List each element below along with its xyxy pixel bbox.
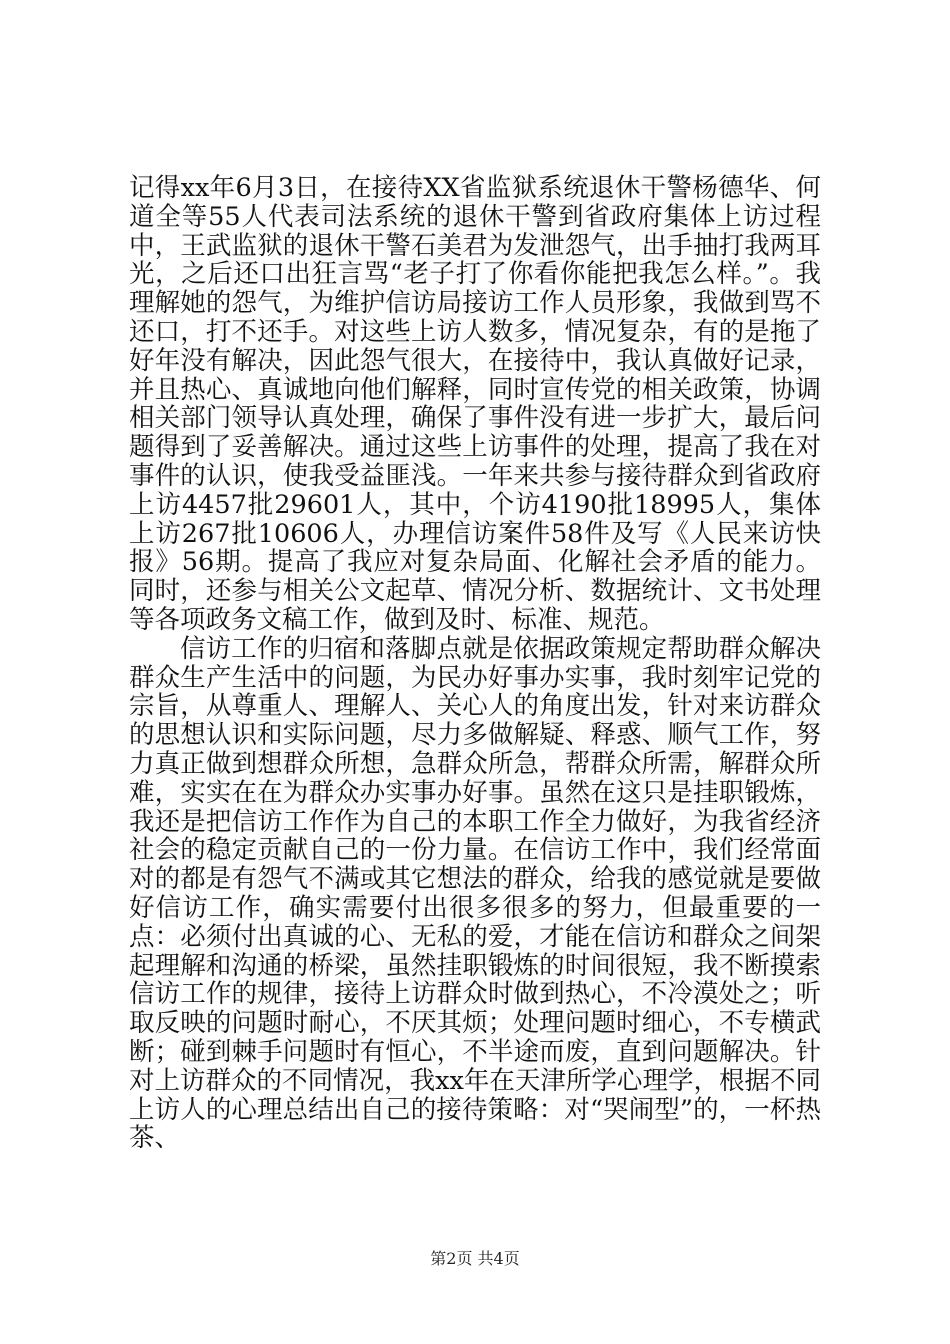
paragraph-1: 记得xx年6月3日，在接待XX省监狱系统退休干警杨德华、何道全等55人代表司法系统的退休干警到省政府集体上访过程中，王武监狱的退休干警石美君为发泄怨气，出手抽打我两耳光，之后还口出狂言骂“老子打了你看你能把我怎么样。”。我理解她的怨气，为维护信访局接访工作人员形象，我做到骂不还口，打不还手。对这些上访人数多，情况复杂，有的是拖了好年没有解决，因此怨气很大，在接待中，我认真做好记录，并且热心、真诚地向他们解释，同时宣传党的相关政策，协调相关部门领导认真处理，确保了事件没有进一步扩大，最后问题得到了妥善解决。通过这些上访事件的处理，提高了我在对事件的认识，使我受益匪浅。一年来共参与接待群众到省政府上访4457批29601人，其中，个访4190批18995人，集体上访267批10606人，办理信访案件58件及写《人民来访快报》56期。提高了我应对复杂局面、化解社会矛盾的能力。同时，还参与相关公文起草、情况分析、数据统计、文书处理等各项政务文稿工作，做到及时、标准、规范。 xyxy=(129,173,821,635)
document-body xyxy=(129,174,821,1153)
page-number-label: 第2页 共4页 xyxy=(430,1249,520,1268)
paragraph-2: 信访工作的归宿和落脚点就是依据政策规定帮助群众解决群众生产生活中的问题，为民办好事办实事，我时刻牢记党的宗旨，从尊重人、理解人、关心人的角度出发，针对来访群众的思想认识和实际问题，尽力多做解疑、释惑、顺气工作，努力真正做到想群众所想，急群众所急，帮群众所需，解群众所难，实实在在为群众办实事办好事。虽然在这只是挂职锻炼，我还是把信访工作作为自己的本职工作全力做好，为我省经济社会的稳定贡献自己的一份力量。在信访工作中，我们经常面对的都是有怨气不满或其它想法的群众，给我的感觉就是要做好信访工作，确实需要付出很多很多的努力，但最重要的一点：必须付出真诚的心、无私的爱，才能在信访和群众之间架起理解和沟通的桥梁，虽然挂职锻炼的时间很短，我不断摸索信访工作的规律，接待上访群众时做到热心，不冷漠处之；听取反映的问题时耐心，不厌其烦；处理问题时细心，不专横武断；碰到棘手问题时有恒心，不半途而废，直到问题解决。针对上访群众的不同情况，我xx年在天津所学心理学，根据不同上访人的心理总结出自己的接待策略：对“哭闹型”的，一杯热茶、 xyxy=(129,633,821,1154)
page-footer xyxy=(0,1246,950,1269)
